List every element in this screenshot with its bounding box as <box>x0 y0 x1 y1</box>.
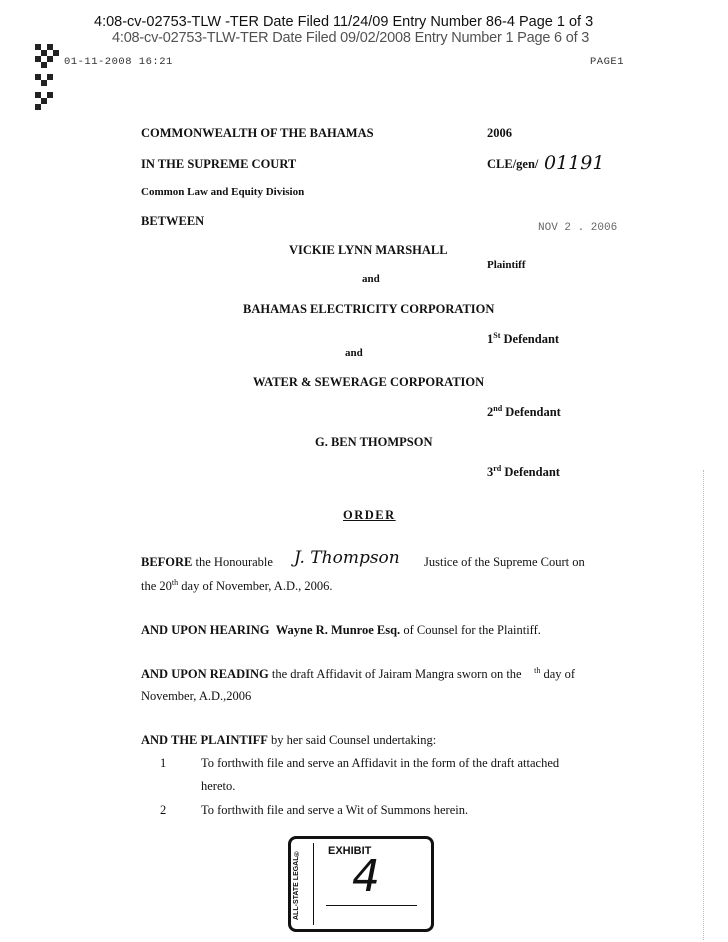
scan-edge <box>703 470 714 940</box>
case-number-label: CLE/gen/ <box>487 157 539 171</box>
exhibit-title: EXHIBIT <box>328 845 372 857</box>
plaintiff-role: Plaintiff <box>487 259 526 271</box>
filed-stamp: NOV 2 . 2006 <box>538 222 618 234</box>
justice-signature: J. Thompson <box>294 548 400 568</box>
reading-paragraph-line1: AND UPON READING the draft Affidavit of Jairam Mangra sworn on the $^{th}$ day of <box>141 666 576 682</box>
defendant2-role: 2nd Defendant <box>487 404 561 420</box>
undertaking-item-text: To forthwith file and serve an Affidavit in the form of the draft attached <box>201 756 560 770</box>
fax-page-number: PAGE1 <box>590 56 625 68</box>
and-separator-2: and <box>345 347 363 359</box>
defendant3-name: G. BEN THOMPSON <box>315 435 433 449</box>
order-title: ORDER <box>343 508 396 522</box>
plaintiff-undertaking: AND THE PLAINTIFF by her said Counsel undertaking: <box>141 733 437 747</box>
undertaking-item-number: 1 <box>160 756 167 770</box>
exhibit-sticker <box>288 836 434 932</box>
commonwealth-heading: COMMONWEALTH OF THE BAHAMAS <box>141 126 374 140</box>
defendant3-role: 3rd Defendant <box>487 464 560 480</box>
ecf-header-line2: 4:08-cv-02753-TLW-TER Date Filed 09/02/2008 Entry Number 1 Page 6 of 3 <box>112 30 590 46</box>
court-heading: IN THE SUPREME COURT <box>141 157 297 171</box>
plaintiff-name: VICKIE LYNN MARSHALL <box>289 243 448 257</box>
fax-timestamp: 01-11-2008 16:21 <box>64 56 173 68</box>
between-label: BETWEEN <box>141 214 205 228</box>
division-heading: Common Law and Equity Division <box>141 186 305 198</box>
exhibit-underline <box>326 905 417 906</box>
order-date-line: the 20th day of November, A.D., 2006. <box>141 578 333 594</box>
exhibit-number: 4 <box>352 851 380 902</box>
defendant1-name: BAHAMAS ELECTRICITY CORPORATION <box>243 302 495 316</box>
defendant2-name: WATER & SEWERAGE CORPORATION <box>253 375 485 389</box>
case-number-handwritten: 01191 <box>544 152 605 174</box>
undertaking-item-text: To forthwith file and serve a Wit of Summons herein. <box>201 803 469 817</box>
undertaking-item-text-cont: hereto. <box>201 779 236 793</box>
reading-paragraph-line2: November, A.D.,2006 <box>141 689 252 703</box>
before-line-end: Justice of the Supreme Court on <box>424 555 585 569</box>
case-year: 2006 <box>487 126 512 140</box>
fax-edge-marks <box>35 44 65 110</box>
undertaking-item-number: 2 <box>160 803 167 817</box>
hearing-paragraph: AND UPON HEARING Wayne R. Munroe Esq. of Counsel for the Plaintiff. <box>141 623 541 637</box>
defendant1-role: 1St Defendant <box>487 331 560 347</box>
ecf-header-line1: 4:08-cv-02753-TLW -TER Date Filed 11/24/09 Entry Number 86-4 Page 1 of 3 <box>94 14 594 30</box>
exhibit-brand: ALL-STATE LEGAL® <box>293 849 300 921</box>
and-separator-1: and <box>362 273 380 285</box>
before-line: BEFORE the Honourable <box>141 555 273 569</box>
